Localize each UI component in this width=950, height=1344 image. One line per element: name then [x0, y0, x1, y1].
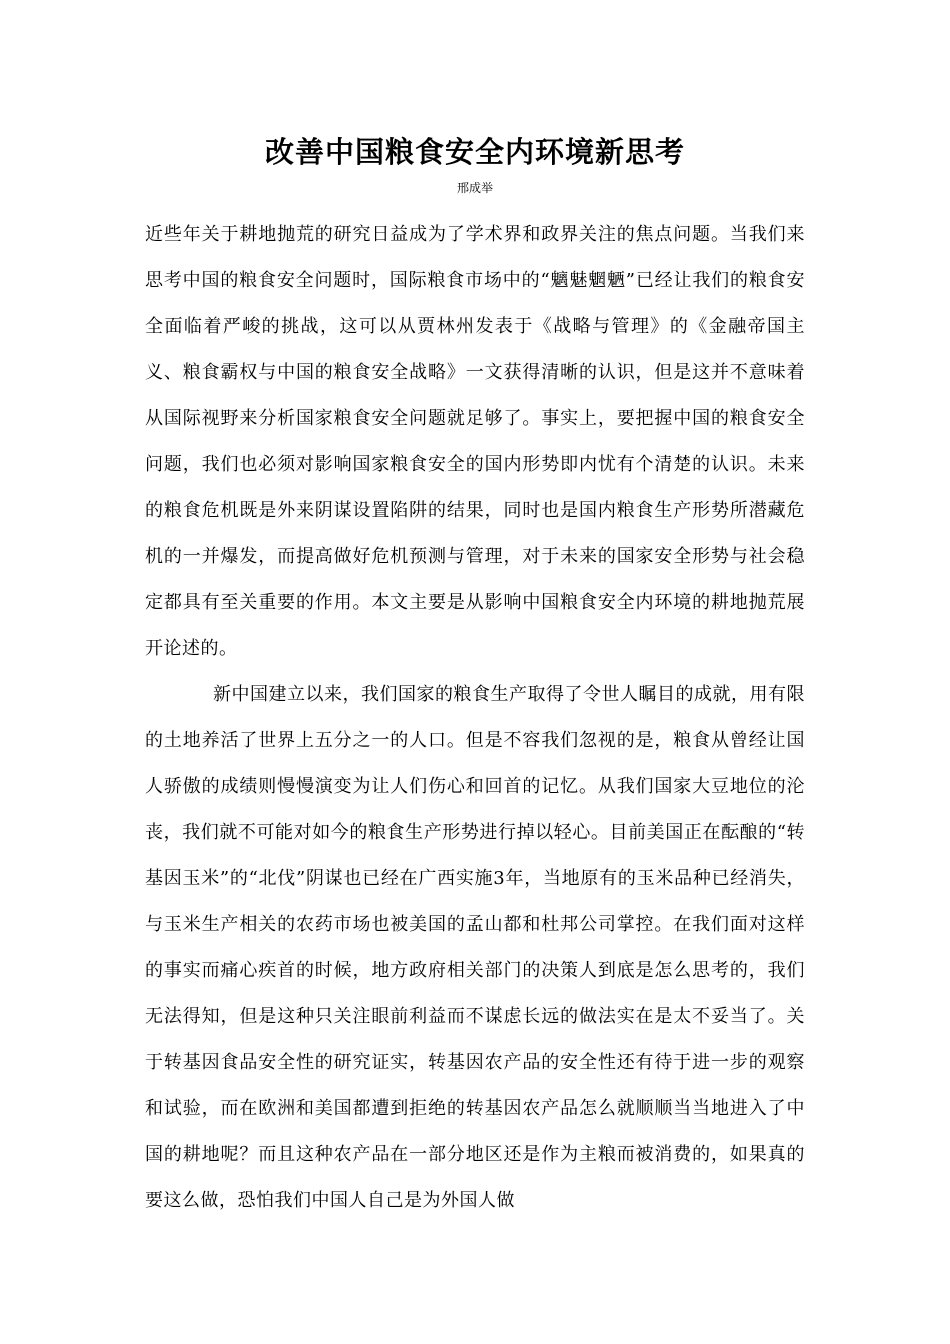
paragraph-intro: 近些年关于耕地抛荒的研究日益成为了学术界和政界关注的焦点问题。当我们来思考中国的粮食安全问题时，国际粮食市场中的“魑魅魍魉”已经让我们的粮食安全面临着严峻的挑战，这可以从贾林州发表于《战略与管理》的《金融帝国主义、粮食霸权与中国的粮食安全战略》一文获得清晰的认识，但是这并不意味着从国际视野来分析国家粮食安全问题就足够了。事实上，要把握中国的粮食安全问题，我们也必须对影响国家粮食安全的国内形势即内忧有个清楚的认识。未来的粮食危机既是外来阴谋设置陷阱的结果，同时也是国内粮食生产形势所潜藏危机的一并爆发，而提高做好危机预测与管理，对于未来的国家安全形势与社会稳定都具有至关重要的作用。本文主要是从影响中国粮食安全内环境的耕地抛荒展开论述的。 — [145, 224, 805, 659]
author-name: 邢成举 — [456, 181, 493, 195]
paragraph-main: 新中国建立以来，我们国家的粮食生产取得了令世人瞩目的成就，用有限的土地养活了世界上五分之一的人口。但是不容我们忽视的是，粮食从曾经让国人骄傲的成绩则慢慢演变为让人们伤心和回首的记忆。从我们国家大豆地位的沦丧，我们就不可能对如今的粮食生产形势进行掉以轻心。目前美国正在酝酿的“转基因玉米”的“北伐”阴谋也已经在广西实施3年，当地原有的玉米品种已经消失，与玉米生产相关的农药市场也被美国的孟山都和杜邦公司掌控。在我们面对这样的事实而痛心疾首的时候，地方政府相关部门的决策人到底是怎么思考的，我们无法得知，但是这种只关注眼前利益而不谋虑长远的做法实在是太不妥当了。关于转基因食品安全性的研究证实，转基因农产品的安全性还有待于进一步的观察和试验，而在欧洲和美国都遭到拒绝的转基因农产品怎么就顺顺当当地进入了中国的耕地呢？而且这种农产品在一部分地区还是作为主粮而被消费的，如果真的要这么做，恐怕我们中国人自己是为外国人做 — [145, 684, 805, 1211]
page-title: 改善中国粮食安全内环境新思考 — [264, 135, 685, 169]
article-body — [145, 212, 805, 1224]
